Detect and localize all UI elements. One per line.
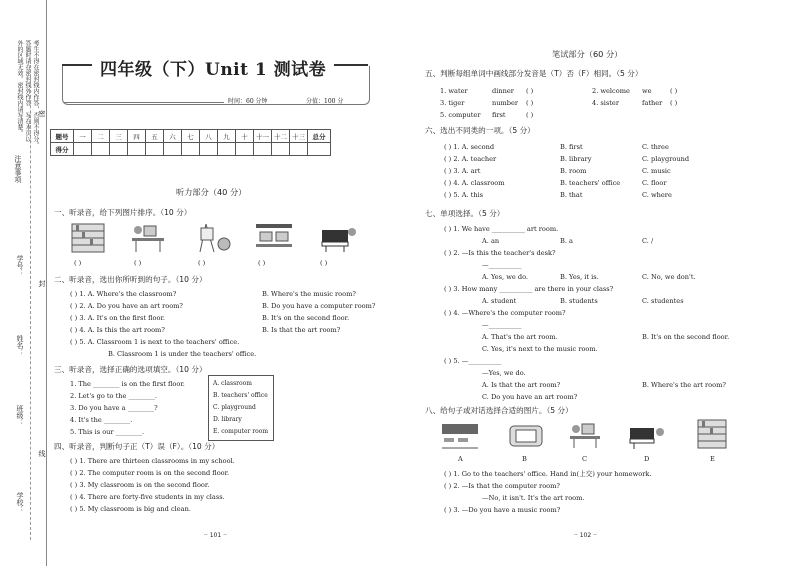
score-input-cell[interactable] xyxy=(218,143,236,156)
q3-option: C. playground xyxy=(213,404,256,411)
score-cell: 十三 xyxy=(290,130,308,143)
q3-item-4[interactable]: 4. It's the ________. xyxy=(70,416,133,424)
q8-item-2-reply: —No, it isn't. It's the art room. xyxy=(482,494,585,502)
exam-time: 时间：60 分钟 xyxy=(228,98,268,105)
q8-label-d: D xyxy=(644,455,650,463)
q3-item-2[interactable]: 2. Let's go to the ________. xyxy=(70,392,157,400)
q5-word: dinner xyxy=(492,87,514,95)
q8-item-3[interactable]: ( ) 3. —Do you have a music room? xyxy=(444,506,561,514)
q2-item-3-b: B. It's on the second floor. xyxy=(262,314,350,322)
q7-q2-opt-b: B. Yes, it is. xyxy=(560,273,599,281)
seal-line xyxy=(30,60,31,540)
score-table xyxy=(50,129,331,156)
seal-word-1: 密 xyxy=(38,110,46,117)
score-cell: 八 xyxy=(200,130,218,143)
q6-item-5-a[interactable]: ( ) 5. A. this xyxy=(444,191,484,199)
field-class: 班级： xyxy=(16,405,24,426)
q8-item-1[interactable]: ( ) 1. Go to the teachers' office. Hand in(上交) your homework. xyxy=(444,470,652,478)
q1-blank-1[interactable]: ( ) xyxy=(74,259,82,267)
q5-blank[interactable]: ( ) xyxy=(526,87,534,95)
binding-note-1: 考生不得在密封线内作答，否则不得分。 xyxy=(32,40,39,148)
q8-label-c: C xyxy=(582,455,588,463)
q6-item-1-c: C. three xyxy=(642,143,669,151)
seal-word-2: 封 xyxy=(38,280,46,287)
exam-score-total: 分值：100 分 xyxy=(306,98,344,105)
q3-item-1[interactable]: 1. The ________ is on the first floor. xyxy=(70,380,185,388)
q7-q3-opt-b: B. students xyxy=(560,297,598,305)
picture-b-computer-icon xyxy=(506,422,546,450)
q7-q5-opt-b: B. Where's the art room? xyxy=(642,381,726,389)
page-number-left: ·· 101 ·· xyxy=(204,532,227,539)
q6-item-2-a[interactable]: ( ) 2. A. teacher xyxy=(444,155,497,163)
q5-blank[interactable]: ( ) xyxy=(526,111,534,119)
binding-side-label: 注意事项 xyxy=(14,155,22,183)
score-cell: 四 xyxy=(128,130,146,143)
q4-item-4[interactable]: ( ) 4. There are forty-five students in my class. xyxy=(70,493,225,501)
q1-blank-3[interactable]: ( ) xyxy=(198,259,206,267)
q2-item-2-a[interactable]: ( ) 2. A. Do you have an art room? xyxy=(70,302,183,310)
q6-item-4-a[interactable]: ( ) 4. A. classroom xyxy=(444,179,505,187)
title-underline xyxy=(64,102,224,103)
q7-q1[interactable]: ( ) 1. We have __________ art room. xyxy=(444,225,559,233)
q7-q4-opt-b: B. It's on the second floor. xyxy=(642,333,730,341)
q6-item-3-c: C. music xyxy=(642,167,671,175)
q5-title: 五、判断每组单词中画线部分发音是（T）否（F）相同。（5 分） xyxy=(425,69,643,78)
seal-word-3: 线 xyxy=(38,450,46,457)
score-input-cell[interactable] xyxy=(182,143,200,156)
q7-title: 七、单项选择。（5 分） xyxy=(425,209,505,218)
score-input-cell[interactable] xyxy=(92,143,110,156)
q5-blank[interactable]: ( ) xyxy=(526,99,534,107)
q2-item-4-a[interactable]: ( ) 4. A. Is this the art room? xyxy=(70,326,165,334)
writing-heading: 笔试部分（60 分） xyxy=(552,49,623,59)
q7-q5-dash: —Yes, we do. xyxy=(482,369,526,377)
q2-item-2-b: B. Do you have a computer room? xyxy=(262,302,376,310)
q6-item-4-b: B. teachers' office xyxy=(560,179,621,187)
q2-item-1-a[interactable]: ( ) 1. A. Where's the classroom? xyxy=(70,290,177,298)
q5-word: father xyxy=(642,99,663,107)
q7-q2-opt-a: A. Yes, we do. xyxy=(482,273,529,281)
q7-q1-opt-b: B. a xyxy=(560,237,573,245)
q1-title: 一、听录音，给下列图片排序。（10 分） xyxy=(54,208,192,217)
q2-item-5-a[interactable]: ( ) 5. A. Classroom 1 is next to the teachers' office. xyxy=(70,338,240,346)
score-cell: 十二 xyxy=(272,130,290,143)
q8-label-b: B xyxy=(522,455,527,463)
q6-item-2-c: C. playground xyxy=(642,155,690,163)
score-cell: 题号 xyxy=(51,130,74,143)
q6-item-2-b: B. library xyxy=(560,155,592,163)
q7-q3[interactable]: ( ) 3. How many __________ are there in your class? xyxy=(444,285,614,293)
score-input-cell[interactable] xyxy=(254,143,272,156)
score-cell: 总分 xyxy=(308,130,331,143)
q6-title: 六、选出不同类的一项。（5 分） xyxy=(425,126,535,135)
picture-e-library-icon xyxy=(696,418,728,450)
q3-option: B. teachers' office xyxy=(213,392,268,399)
q5-word: 1. water xyxy=(440,87,468,95)
q8-title: 八、给句子或对话选择合适的图片。（5 分） xyxy=(425,406,573,415)
q8-label-a: A xyxy=(458,455,463,463)
q3-option: D. library xyxy=(213,416,242,423)
q7-q3-opt-a: A. student xyxy=(482,297,517,305)
score-cell: 十一 xyxy=(254,130,272,143)
picture-art-room-icon xyxy=(196,220,236,254)
q4-title: 四、听录音，判断句子正（T）误（F）。（10 分） xyxy=(54,442,220,451)
q2-item-4-b: B. Is that the art room? xyxy=(262,326,341,334)
q5-word: 5. computer xyxy=(440,111,481,119)
field-student-number: 学号： xyxy=(16,255,24,276)
page-title: 四年级（下）Unit 1 测试卷 xyxy=(100,60,327,80)
q5-word: number xyxy=(492,99,519,107)
picture-computer-room-icon xyxy=(254,222,294,254)
q7-q4-dash: —__________ xyxy=(482,321,522,329)
score-input-cell[interactable] xyxy=(290,143,308,156)
score-cell: 五 xyxy=(146,130,164,143)
score-cell: 三 xyxy=(110,130,128,143)
score-cell: 一 xyxy=(74,130,92,143)
score-input-cell[interactable] xyxy=(308,143,331,156)
q2-item-5-b: B. Classroom 1 is under the teachers' office. xyxy=(108,350,257,358)
score-cell: 二 xyxy=(92,130,110,143)
field-school: 学校： xyxy=(16,492,24,513)
q7-q1-opt-c: C. / xyxy=(642,237,654,245)
q6-item-1-a[interactable]: ( ) 1. A. second xyxy=(444,143,495,151)
score-cell: 七 xyxy=(182,130,200,143)
picture-d-music-icon xyxy=(626,420,666,450)
q4-item-2[interactable]: ( ) 2. The computer room is on the second floor. xyxy=(70,469,230,477)
score-input-cell[interactable] xyxy=(272,143,290,156)
q6-item-3-b: B. room xyxy=(560,167,587,175)
q7-q5[interactable]: ( ) 5. —__________ xyxy=(444,357,502,365)
binding-note-2: 答题时请在密封线外作答，写在本页以 xyxy=(24,40,31,142)
q3-title: 三、听录音，选择正确的选项填空。（10 分） xyxy=(54,365,207,374)
q6-item-5-c: C. where xyxy=(642,191,672,199)
score-cell: 十 xyxy=(236,130,254,143)
score-cell: 六 xyxy=(164,130,182,143)
q6-item-4-c: C. floor xyxy=(642,179,667,187)
score-input-cell[interactable] xyxy=(236,143,254,156)
q4-item-3[interactable]: ( ) 3. My classroom is on the second floor. xyxy=(70,481,210,489)
q7-q2[interactable]: ( ) 2. —Is this the teacher's desk? xyxy=(444,249,556,257)
binding-note-3: 外的区域无效。密封线内请写清楚。 xyxy=(16,40,23,136)
score-cell: 九 xyxy=(218,130,236,143)
picture-library-icon xyxy=(70,220,106,254)
q5-word: first xyxy=(492,111,506,119)
q5-blank[interactable]: ( ) xyxy=(670,99,678,107)
field-name: 姓名： xyxy=(16,335,24,356)
q2-title: 二、听录音，选出你所听到的句子。（10 分） xyxy=(54,275,207,284)
score-input-cell[interactable] xyxy=(146,143,164,156)
q5-word: 3. tiger xyxy=(440,99,465,107)
q4-item-5[interactable]: ( ) 5. My classroom is big and clean. xyxy=(70,505,191,513)
q1-blank-2[interactable]: ( ) xyxy=(134,259,142,267)
q6-item-1-b: B. first xyxy=(560,143,583,151)
q3-options-box xyxy=(208,375,274,441)
picture-a-classroom-icon xyxy=(440,422,480,450)
q7-q3-opt-c: C. studentes xyxy=(642,297,684,305)
picture-teachers-office-icon xyxy=(128,220,170,254)
q7-q4-opt-c: C. Yes, it's next to the music room. xyxy=(482,345,598,353)
q3-option: E. computer room xyxy=(213,428,269,435)
binding-strip xyxy=(0,0,47,566)
q2-item-3-a[interactable]: ( ) 3. A. It's on the first floor. xyxy=(70,314,165,322)
q3-item-5[interactable]: 5. This is our ________. xyxy=(70,428,145,436)
q5-blank[interactable]: ( ) xyxy=(670,87,678,95)
page-number-right: ·· 102 ·· xyxy=(574,532,597,539)
q8-item-2[interactable]: ( ) 2. —Is that the computer room? xyxy=(444,482,560,490)
score-cell: 得分 xyxy=(51,143,74,156)
q1-blank-5[interactable]: ( ) xyxy=(320,259,328,267)
q5-word: 2. welcome xyxy=(592,87,630,95)
q7-q5-opt-c: C. Do you have an art room? xyxy=(482,393,578,401)
q7-q5-opt-a: A. Is that the art room? xyxy=(482,381,561,389)
listening-heading: 听力部分（40 分） xyxy=(176,187,247,197)
q7-q4[interactable]: ( ) 4. —Where's the computer room? xyxy=(444,309,566,317)
q7-q1-opt-a: A. an xyxy=(482,237,500,245)
q8-label-e: E xyxy=(710,455,715,463)
q5-word: we xyxy=(642,87,652,95)
q7-q2-opt-c: C. No, we don't. xyxy=(642,273,696,281)
picture-c-office-icon xyxy=(566,420,606,450)
q6-item-3-a[interactable]: ( ) 3. A. art xyxy=(444,167,481,175)
score-input-cell[interactable] xyxy=(200,143,218,156)
q5-word: 4. sister xyxy=(592,99,619,107)
score-input-cell[interactable] xyxy=(128,143,146,156)
score-input-cell[interactable] xyxy=(164,143,182,156)
q1-blank-4[interactable]: ( ) xyxy=(258,259,266,267)
q3-item-3[interactable]: 3. Do you have a ________? xyxy=(70,404,158,412)
q6-item-5-b: B. that xyxy=(560,191,583,199)
score-input-cell[interactable] xyxy=(74,143,92,156)
q2-item-1-b: B. Where's the music room? xyxy=(262,290,356,298)
score-input-cell[interactable] xyxy=(110,143,128,156)
q7-q4-opt-a: A. That's the art room. xyxy=(482,333,558,341)
picture-music-room-icon xyxy=(318,220,358,254)
q4-item-1[interactable]: ( ) 1. There are thirteen classrooms in my school. xyxy=(70,457,235,465)
q7-q2-dash: —__________ xyxy=(482,261,522,269)
q3-option: A. classroom xyxy=(213,380,252,387)
